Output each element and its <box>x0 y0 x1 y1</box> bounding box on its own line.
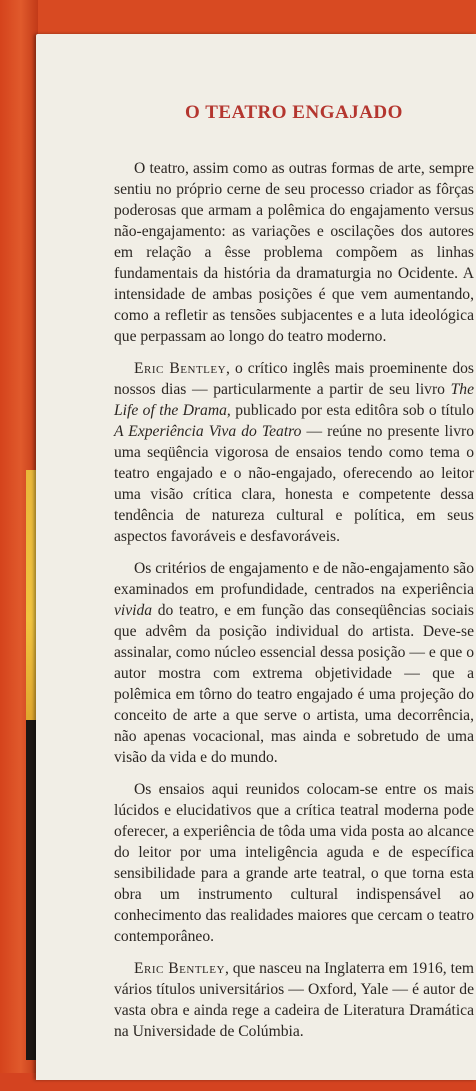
paragraph-text: Os critérios de engajamento e de não-engajamento são examinados em profundidade, centrados na experiência <box>114 560 474 598</box>
book-title-english: The Life of the Drama <box>114 381 474 419</box>
emphasized-word: vivida <box>114 602 153 619</box>
paragraph-text: , publicado por esta editôra sob o título <box>226 402 474 419</box>
paragraph-about-author <box>114 358 474 547</box>
paragraph-criteria <box>114 558 474 768</box>
paragraph-text: do teatro, e em função das conseqüências sociais que advêm da posição individual do artista. Deve-se assinalar, como núcleo essencial dessa posição — e que o autor mostra com extrema objetividade — que a polêmica em tôrno do teatro engajado é uma projeção do conceito de arte a que serve o artista, uma decorrência, não apenas vocacional, mas ainda e sobretudo de uma visão da vida e do mundo. <box>114 602 474 766</box>
paragraph-author-bio <box>114 958 474 1042</box>
book-title-portuguese: A Experiência Viva do Teatro <box>114 423 302 440</box>
paragraph-text: , o crítico inglês mais proeminente dos nossos dias — particularmente a partir de seu livro <box>114 360 474 398</box>
paragraph-text: — reúne no presente livro uma seqüência vigorosa de ensaios tendo como tema o teatro engajado e o não-engajado, oferecendo ao leitor uma visão crítica clara, honesta e competente dessa tendência de natureza cultural e política, em seus aspectos favoráveis e desfavoráveis. <box>114 423 474 545</box>
paragraph-intro: O teatro, assim como as outras formas de arte, sempre sentiu no próprio cerne de seu processo criador as fôrças poderosas que armam a polêmica do engajamento versus não-engajamento: as variações e oscilações dos autores em relação a êsse problema compõem as linhas fundamentais da história da dramaturgia no Ocidente. A intensidade de ambas posições é que vem aumentando, como a refletir as tensões subjacentes e a luta ideológica que perpassam ao longo do teatro moderno. <box>114 160 474 345</box>
author-name: Eric Bentley <box>134 360 227 377</box>
author-name: Eric Bentley <box>134 960 225 977</box>
book-flap-page <box>36 34 476 1080</box>
flap-text-column <box>114 102 474 1053</box>
page-title: O TEATRO ENGAJADO <box>185 102 403 123</box>
paragraph-text: , que nasceu na Inglaterra em 1916, tem vários títulos universitários — Oxford, Yale — é autor de vasta obra e ainda rege a cadeira de Literatura Dramática na Universidade de Colúmbia. <box>114 960 475 1040</box>
paragraph-essays: Os ensaios aqui reunidos colocam-se entre os mais lúcidos e elucidativos que a crítica teatral moderna pode oferecer, a experiência de tôda uma vida posta ao alcance do leitor por uma inteligência aguda e de específica sensibilidade para a grande arte teatral, o que torna esta obra um instrumento cultural indispensável ao conhecimento das realidades maiores que cercam o teatro contemporâneo. <box>114 781 474 945</box>
